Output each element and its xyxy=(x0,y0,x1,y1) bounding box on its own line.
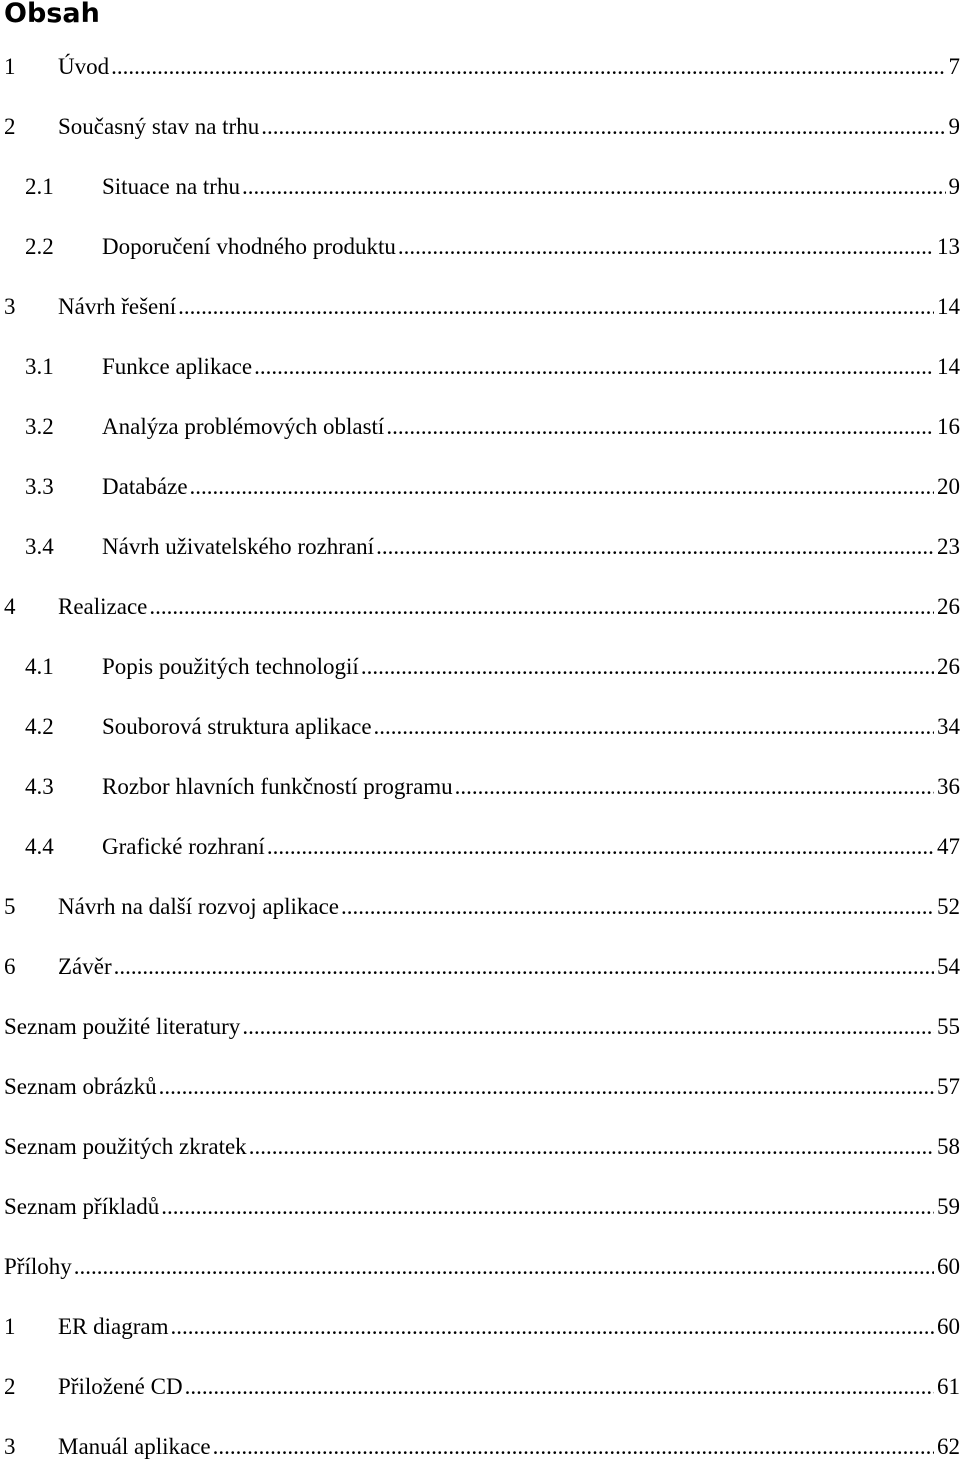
toc-entry-number: 4 xyxy=(4,577,58,637)
toc-entry-page-number: 36 xyxy=(937,757,960,817)
toc-entry-page-number: 47 xyxy=(937,817,960,877)
toc-dot-leader xyxy=(254,337,934,397)
toc-entry[interactable] xyxy=(0,217,960,277)
toc-entry-page-number: 34 xyxy=(937,697,960,757)
toc-entry-page-number: 9 xyxy=(949,157,960,217)
toc-entry[interactable] xyxy=(0,637,960,697)
toc-entry[interactable] xyxy=(0,157,960,217)
toc-entry-page-number: 20 xyxy=(937,457,960,517)
toc-entry-title: Přílohy xyxy=(4,1237,72,1297)
toc-entry-title: Úvod xyxy=(58,37,109,97)
toc-entry[interactable] xyxy=(0,1297,960,1357)
toc-entry[interactable] xyxy=(0,817,960,877)
toc-entry-title: Popis použitých technologií xyxy=(102,637,359,697)
toc-entry-title: Manuál aplikace xyxy=(58,1417,211,1477)
toc-entry-page-number: 14 xyxy=(937,337,960,397)
toc-entry-page-number: 14 xyxy=(937,277,960,337)
toc-entry-title: ER diagram xyxy=(58,1297,169,1357)
toc-entry-title: Seznam použitých zkratek xyxy=(4,1117,247,1177)
toc-entry-page-number: 52 xyxy=(937,877,960,937)
toc-title: Obsah xyxy=(4,0,100,32)
toc-entry-number: 4.3 xyxy=(25,757,102,817)
toc-dot-leader xyxy=(249,1117,934,1177)
toc-entry-number: 6 xyxy=(4,937,58,997)
toc-entry-title: Současný stav na trhu xyxy=(58,97,259,157)
toc-entry[interactable] xyxy=(0,457,960,517)
toc-entry-page-number: 60 xyxy=(937,1237,960,1297)
toc-dot-leader xyxy=(267,817,934,877)
toc-entry[interactable] xyxy=(0,577,960,637)
toc-entry-title: Databáze xyxy=(102,457,188,517)
toc-entry-title: Funkce aplikace xyxy=(102,337,252,397)
toc-entry[interactable] xyxy=(0,757,960,817)
toc-entry-title: Přiložené CD xyxy=(58,1357,183,1417)
toc-dot-leader xyxy=(374,697,934,757)
toc-entry-number: 3.2 xyxy=(25,397,102,457)
toc-entry[interactable] xyxy=(0,1237,960,1297)
toc-dot-leader xyxy=(386,397,934,457)
toc-dot-leader xyxy=(111,37,945,97)
toc-dot-leader xyxy=(159,1057,934,1117)
toc-entry[interactable] xyxy=(0,37,960,97)
toc-entry[interactable] xyxy=(0,1177,960,1237)
toc-entry-number: 2 xyxy=(4,1357,58,1417)
toc-entry-title: Grafické rozhraní xyxy=(102,817,265,877)
toc-entry[interactable] xyxy=(0,937,960,997)
toc-entry-page-number: 9 xyxy=(949,97,960,157)
toc-entry-page-number: 55 xyxy=(937,997,960,1057)
toc-entry-page-number: 54 xyxy=(937,937,960,997)
toc-entry-number: 3.1 xyxy=(25,337,102,397)
toc-entry-title: Souborová struktura aplikace xyxy=(102,697,372,757)
toc-entry-page-number: 62 xyxy=(937,1417,960,1477)
toc-dot-leader xyxy=(398,217,934,277)
toc-entry[interactable] xyxy=(0,1357,960,1417)
toc-entry-page-number: 13 xyxy=(937,217,960,277)
toc-entry-title: Analýza problémových oblastí xyxy=(102,397,384,457)
toc-entry-title: Situace na trhu xyxy=(102,157,240,217)
toc-entry-page-number: 57 xyxy=(937,1057,960,1117)
toc-dot-leader xyxy=(376,517,934,577)
toc-dot-leader xyxy=(242,157,946,217)
toc-entry[interactable] xyxy=(0,97,960,157)
toc-entry-title: Návrh na další rozvoj aplikace xyxy=(58,877,339,937)
toc-entry[interactable] xyxy=(0,337,960,397)
toc-entry-title: Rozbor hlavních funkčností programu xyxy=(102,757,453,817)
toc-entry-page-number: 59 xyxy=(937,1177,960,1237)
toc-dot-leader xyxy=(242,997,934,1057)
toc-entry-page-number: 23 xyxy=(937,517,960,577)
toc-entry[interactable] xyxy=(0,877,960,937)
toc-dot-leader xyxy=(74,1237,934,1297)
toc-entry-number: 2.1 xyxy=(25,157,102,217)
toc-entry-number: 4.4 xyxy=(25,817,102,877)
toc-entry-title: Závěr xyxy=(58,937,112,997)
toc-dot-leader xyxy=(185,1357,934,1417)
toc-entry-number: 1 xyxy=(4,37,58,97)
toc-dot-leader xyxy=(161,1177,934,1237)
toc-dot-leader xyxy=(190,457,934,517)
toc-entry[interactable] xyxy=(0,277,960,337)
toc-entry-page-number: 7 xyxy=(949,37,960,97)
toc-dot-leader xyxy=(361,637,934,697)
toc-entry-number: 1 xyxy=(4,1297,58,1357)
toc-entry[interactable] xyxy=(0,1117,960,1177)
toc-dot-leader xyxy=(341,877,934,937)
toc-entry-title: Realizace xyxy=(58,577,147,637)
toc-entry[interactable] xyxy=(0,697,960,757)
toc-entry-title: Návrh řešení xyxy=(58,277,176,337)
toc-entry-number: 2.2 xyxy=(25,217,102,277)
toc-entry-title: Návrh uživatelského rozhraní xyxy=(102,517,374,577)
toc-entry-number: 5 xyxy=(4,877,58,937)
toc-entry-page-number: 26 xyxy=(937,637,960,697)
toc-entry-page-number: 58 xyxy=(937,1117,960,1177)
toc-entry-number: 3.4 xyxy=(25,517,102,577)
toc-dot-leader xyxy=(114,937,934,997)
toc-list xyxy=(0,37,960,1477)
toc-entry-page-number: 16 xyxy=(937,397,960,457)
toc-entry-number: 4.2 xyxy=(25,697,102,757)
toc-entry-title: Seznam obrázků xyxy=(4,1057,157,1117)
toc-entry[interactable] xyxy=(0,1417,960,1477)
toc-entry-page-number: 61 xyxy=(937,1357,960,1417)
toc-entry-page-number: 26 xyxy=(937,577,960,637)
toc-entry-title: Doporučení vhodného produktu xyxy=(102,217,396,277)
toc-entry-title: Seznam použité literatury xyxy=(4,997,240,1057)
toc-entry-number: 3 xyxy=(4,1417,58,1477)
toc-entry-number: 4.1 xyxy=(25,637,102,697)
toc-dot-leader xyxy=(261,97,945,157)
toc-entry[interactable] xyxy=(0,997,960,1057)
toc-dot-leader xyxy=(178,277,934,337)
toc-entry-number: 3 xyxy=(4,277,58,337)
toc-entry-title: Seznam příkladů xyxy=(4,1177,159,1237)
toc-entry-page-number: 60 xyxy=(937,1297,960,1357)
toc-dot-leader xyxy=(455,757,934,817)
toc-dot-leader xyxy=(149,577,934,637)
toc-dot-leader xyxy=(213,1417,934,1477)
toc-entry-number: 3.3 xyxy=(25,457,102,517)
toc-entry[interactable] xyxy=(0,397,960,457)
toc-entry-number: 2 xyxy=(4,97,58,157)
toc-entry[interactable] xyxy=(0,517,960,577)
toc-dot-leader xyxy=(171,1297,935,1357)
toc-entry[interactable] xyxy=(0,1057,960,1117)
